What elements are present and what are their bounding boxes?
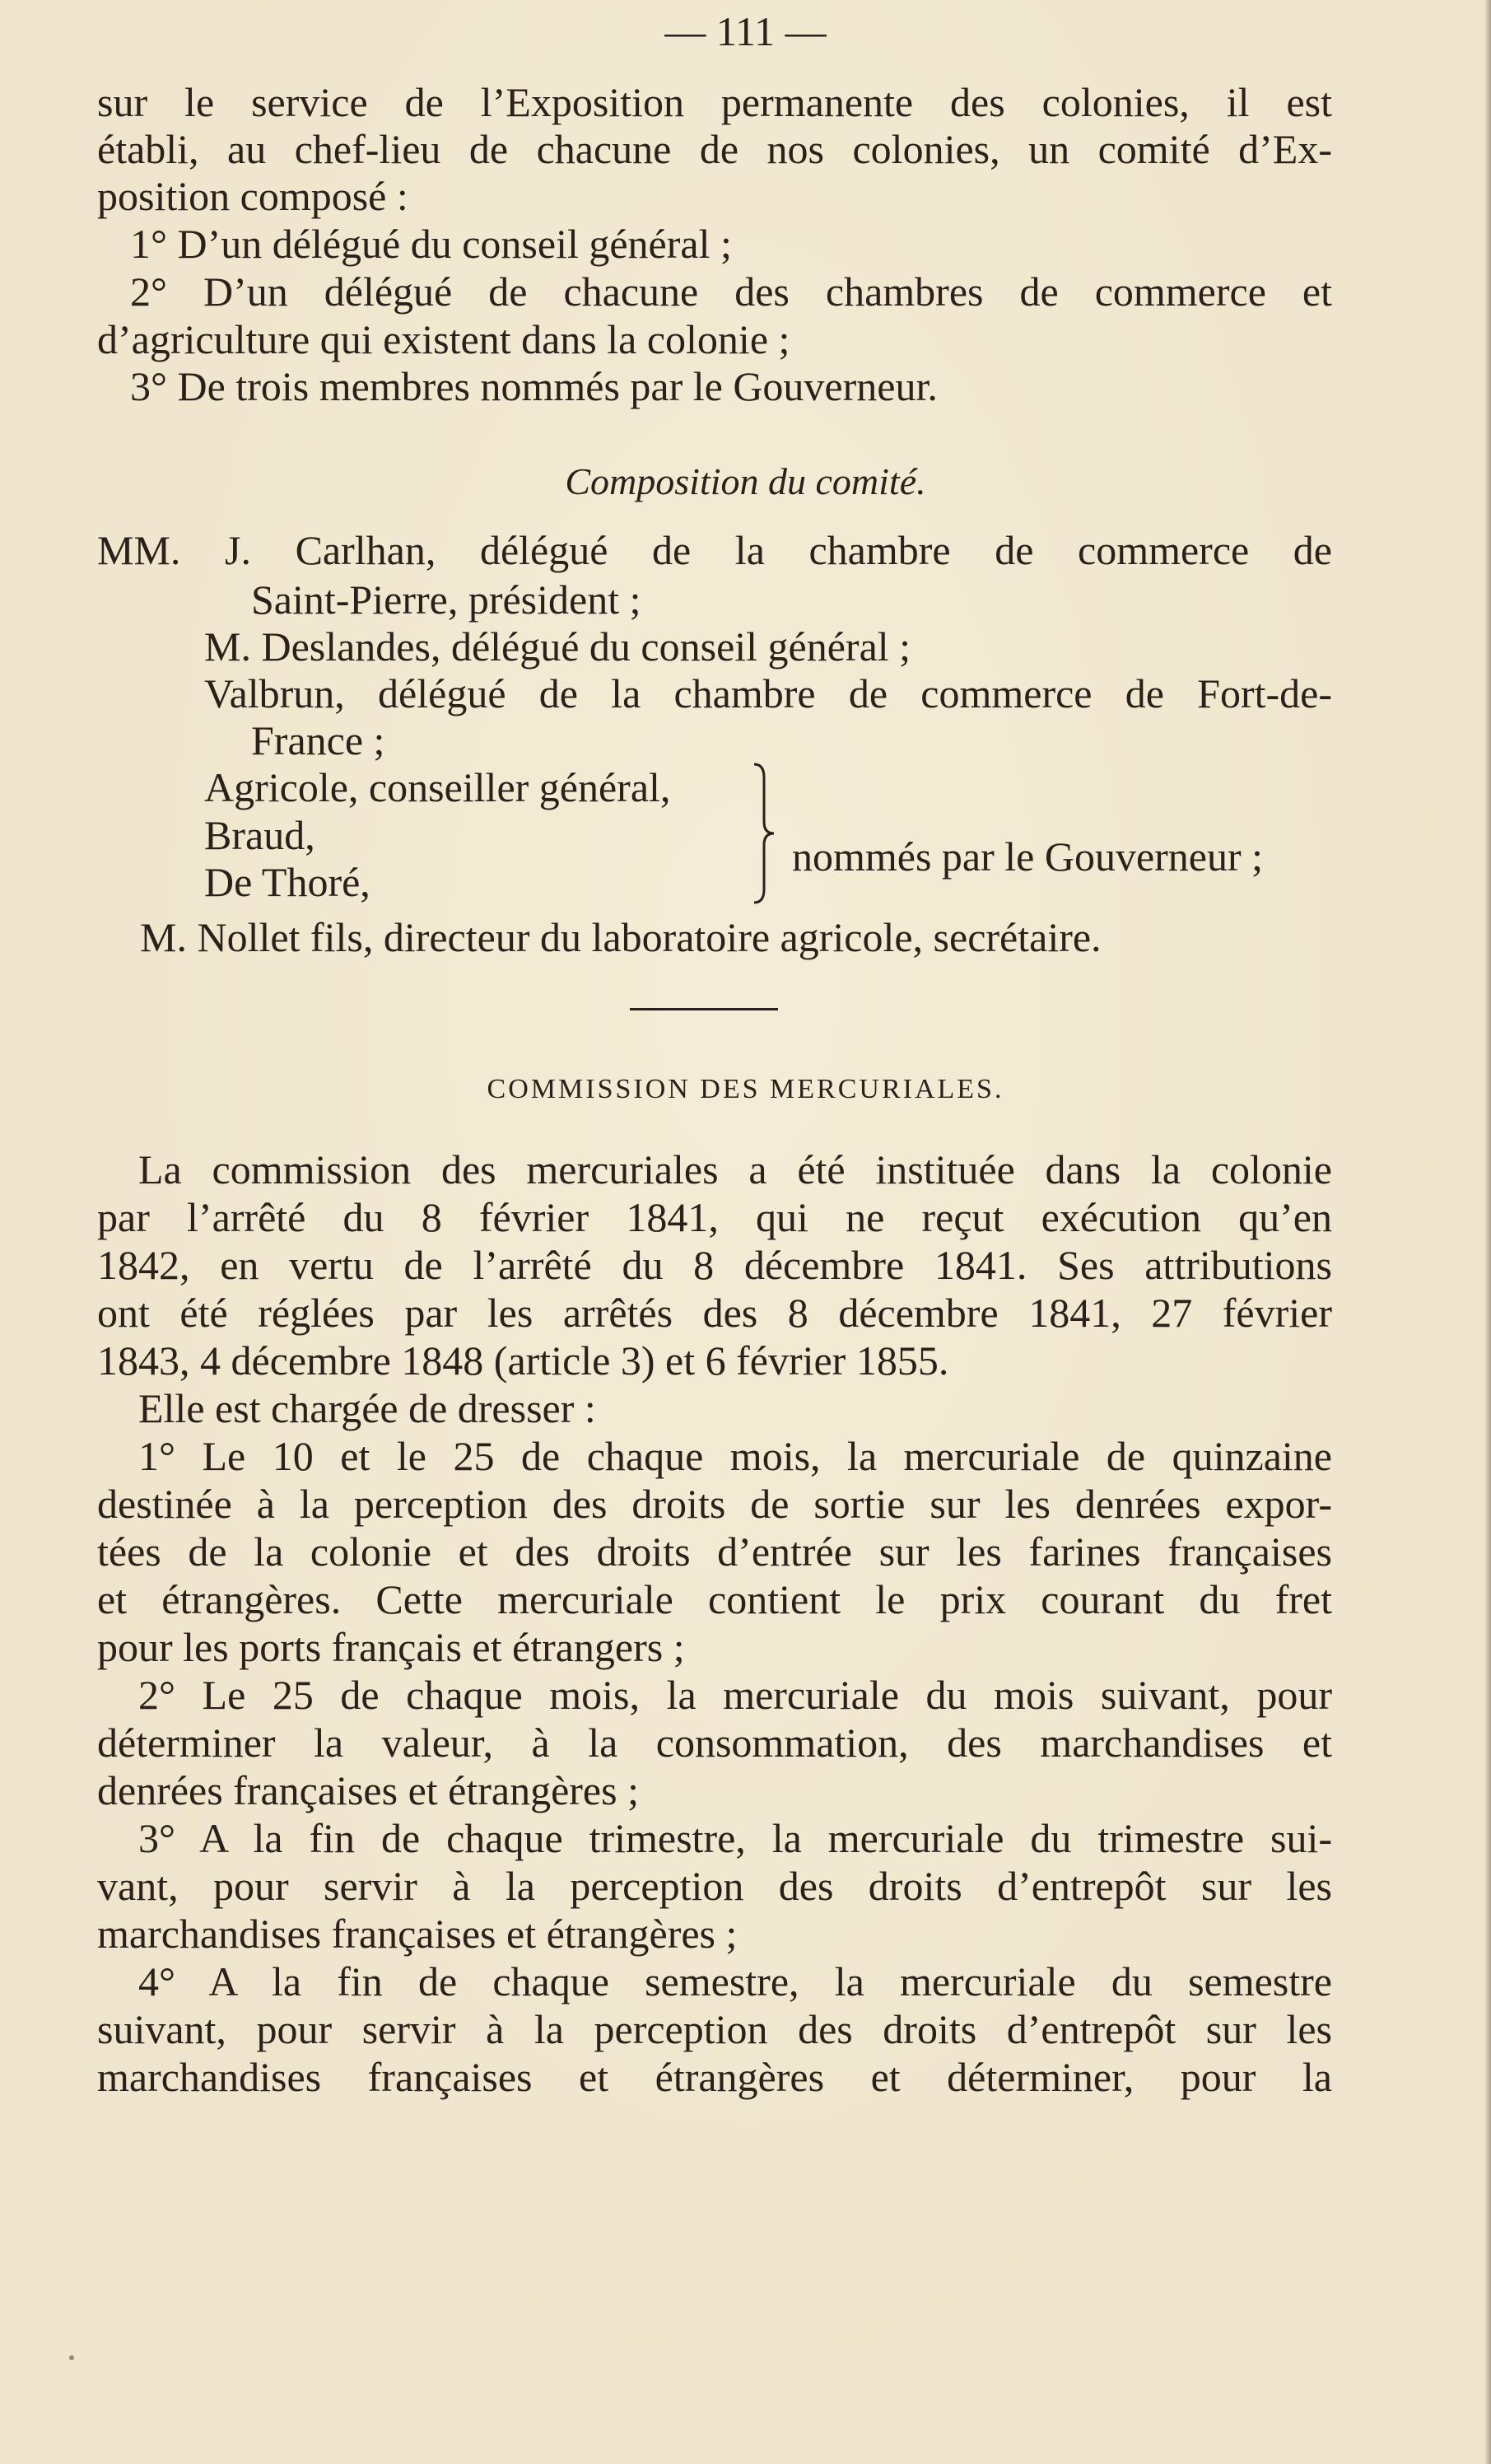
section-divider (630, 1008, 778, 1010)
list-item: 3° A la fin de chaque trimestre, la mercuriale du trimestre sui- (138, 1815, 1332, 1861)
body-line: destinée à la perception des droits de sortie sur les denrées expor- (97, 1481, 1332, 1527)
body-line: d’agriculture qui existent dans la colonie ; (97, 316, 790, 362)
body-line: La commission des mercuriales a été instituée dans la colonie (138, 1146, 1332, 1192)
member-line: Braud, (204, 812, 315, 858)
body-line: ont été réglées par les arrêtés des 8 décembre 1841, 27 février (97, 1290, 1332, 1336)
member-line: Saint-Pierre, président ; (251, 576, 641, 623)
page-number: — 111 — (664, 8, 827, 54)
body-line: denrées françaises et étrangères ; (97, 1767, 639, 1813)
list-item: 2° D’un délégué de chacune des chambres de commerce et (130, 268, 1332, 315)
body-line: 1842, en vertu de l’arrêté du 8 décembre 1841. Ses attributions (97, 1242, 1332, 1288)
body-line: position composé : (97, 173, 408, 219)
body-line: suivant, pour servir à la perception des droits d’entrepôt sur les (97, 2006, 1332, 2052)
member-line: MM. J. Carlhan, délégué de la chambre de commerce de (97, 527, 1332, 573)
member-line: De Thoré, (204, 859, 370, 905)
body-line: et étrangères. Cette mercuriale contient le prix courant du fret (97, 1576, 1332, 1622)
member-line: France ; (251, 717, 385, 763)
list-item: 1° Le 10 et le 25 de chaque mois, la mercuriale de quinzaine (138, 1433, 1332, 1479)
member-line: Agricole, conseiller général, (204, 764, 671, 810)
body-line: tées de la colonie et des droits d’entrée sur les farines françaises (97, 1528, 1332, 1575)
list-item: 2° Le 25 de chaque mois, la mercuriale du mois suivant, pour (138, 1672, 1332, 1718)
body-line: établi, au chef-lieu de chacune de nos colonies, un comité d’Ex- (97, 126, 1332, 172)
paper-speck (69, 2355, 74, 2360)
list-item: 4° A la fin de chaque semestre, la mercuriale du semestre (138, 1958, 1332, 2004)
body-line: sur le service de l’Exposition permanente des colonies, il est (97, 79, 1332, 125)
body-line: marchandises françaises et étrangères ; (97, 1911, 738, 1957)
body-line: Elle est chargée de dresser : (138, 1385, 596, 1431)
list-item: 1° D’un délégué du conseil général ; (130, 221, 732, 267)
brace-label: nommés par le Gouverneur ; (792, 833, 1264, 880)
body-line: par l’arrêté du 8 février 1841, qui ne reçut exécution qu’en (97, 1194, 1332, 1240)
body-line: vant, pour servir à la perception des droits d’entrepôt sur les (97, 1863, 1332, 1909)
committee-heading: Composition du comité. (565, 460, 926, 502)
list-item: 3° De trois membres nommés par le Gouverneur. (130, 363, 938, 409)
body-line: pour les ports français et étrangers ; (97, 1624, 685, 1670)
member-line: Valbrun, délégué de la chambre de commerce de Fort-de- (204, 670, 1332, 716)
body-line: 1843, 4 décembre 1848 (article 3) et 6 février 1855. (97, 1337, 949, 1384)
member-line: M. Nollet fils, directeur du laboratoire agricole, secrétaire. (140, 914, 1102, 960)
body-line: marchandises françaises et étrangères et déterminer, pour la (97, 2054, 1332, 2100)
brace-icon (751, 761, 779, 906)
body-line: déterminer la valeur, à la consommation, des marchandises et (97, 1720, 1332, 1766)
commission-heading: COMMISSION DES MERCURIALES. (487, 1074, 1004, 1104)
page-edge-shadow (1484, 0, 1491, 2464)
member-line: M. Deslandes, délégué du conseil général ; (204, 623, 911, 670)
